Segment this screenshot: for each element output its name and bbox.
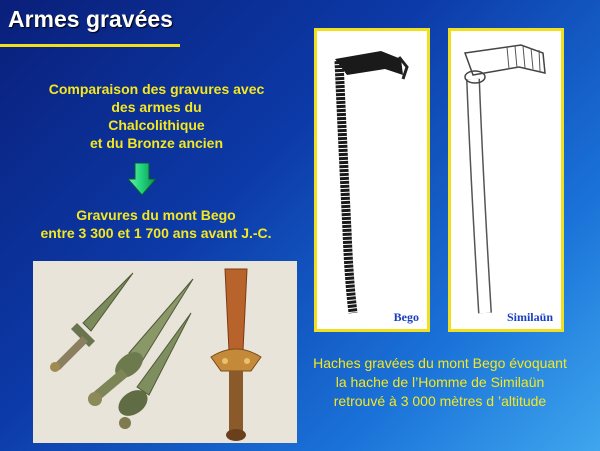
caption-line-2: la hache de l’Homme de Similaün xyxy=(335,374,545,390)
caption-line-1: Haches gravées du mont Bego évoquant xyxy=(313,355,567,371)
gravures-line-1: Gravures du mont Bego xyxy=(76,207,236,223)
intro-line-3: Chalcolithique xyxy=(108,117,205,133)
gravures-text xyxy=(0,206,312,242)
intro-line-4: et du Bronze ancien xyxy=(89,135,224,151)
caption-text xyxy=(280,354,600,411)
intro-line-1: Comparaison des gravures avec xyxy=(48,81,265,97)
bronze-weapons-photo xyxy=(33,261,297,443)
bego-axe-engraving-image xyxy=(317,31,427,329)
similaun-axe-drawing-image xyxy=(451,31,561,329)
intro-line-2: des armes du xyxy=(111,99,202,115)
down-arrow-icon xyxy=(128,163,156,195)
similaun-label: Similaün xyxy=(506,310,553,324)
similaun-axe-panel xyxy=(448,28,564,332)
intro-text xyxy=(14,80,299,152)
bronze-weapons-image xyxy=(33,261,297,443)
bego-engraving-panel xyxy=(314,28,430,332)
title-underline xyxy=(0,44,180,47)
gravures-line-2: entre 3 300 et 1 700 ans avant J.-C. xyxy=(40,225,272,241)
caption-line-3: retrouvé à 3 000 mètres d ’altitude xyxy=(333,393,547,409)
bego-label: Bego xyxy=(393,310,419,324)
slide-title: Armes gravées xyxy=(8,6,173,32)
